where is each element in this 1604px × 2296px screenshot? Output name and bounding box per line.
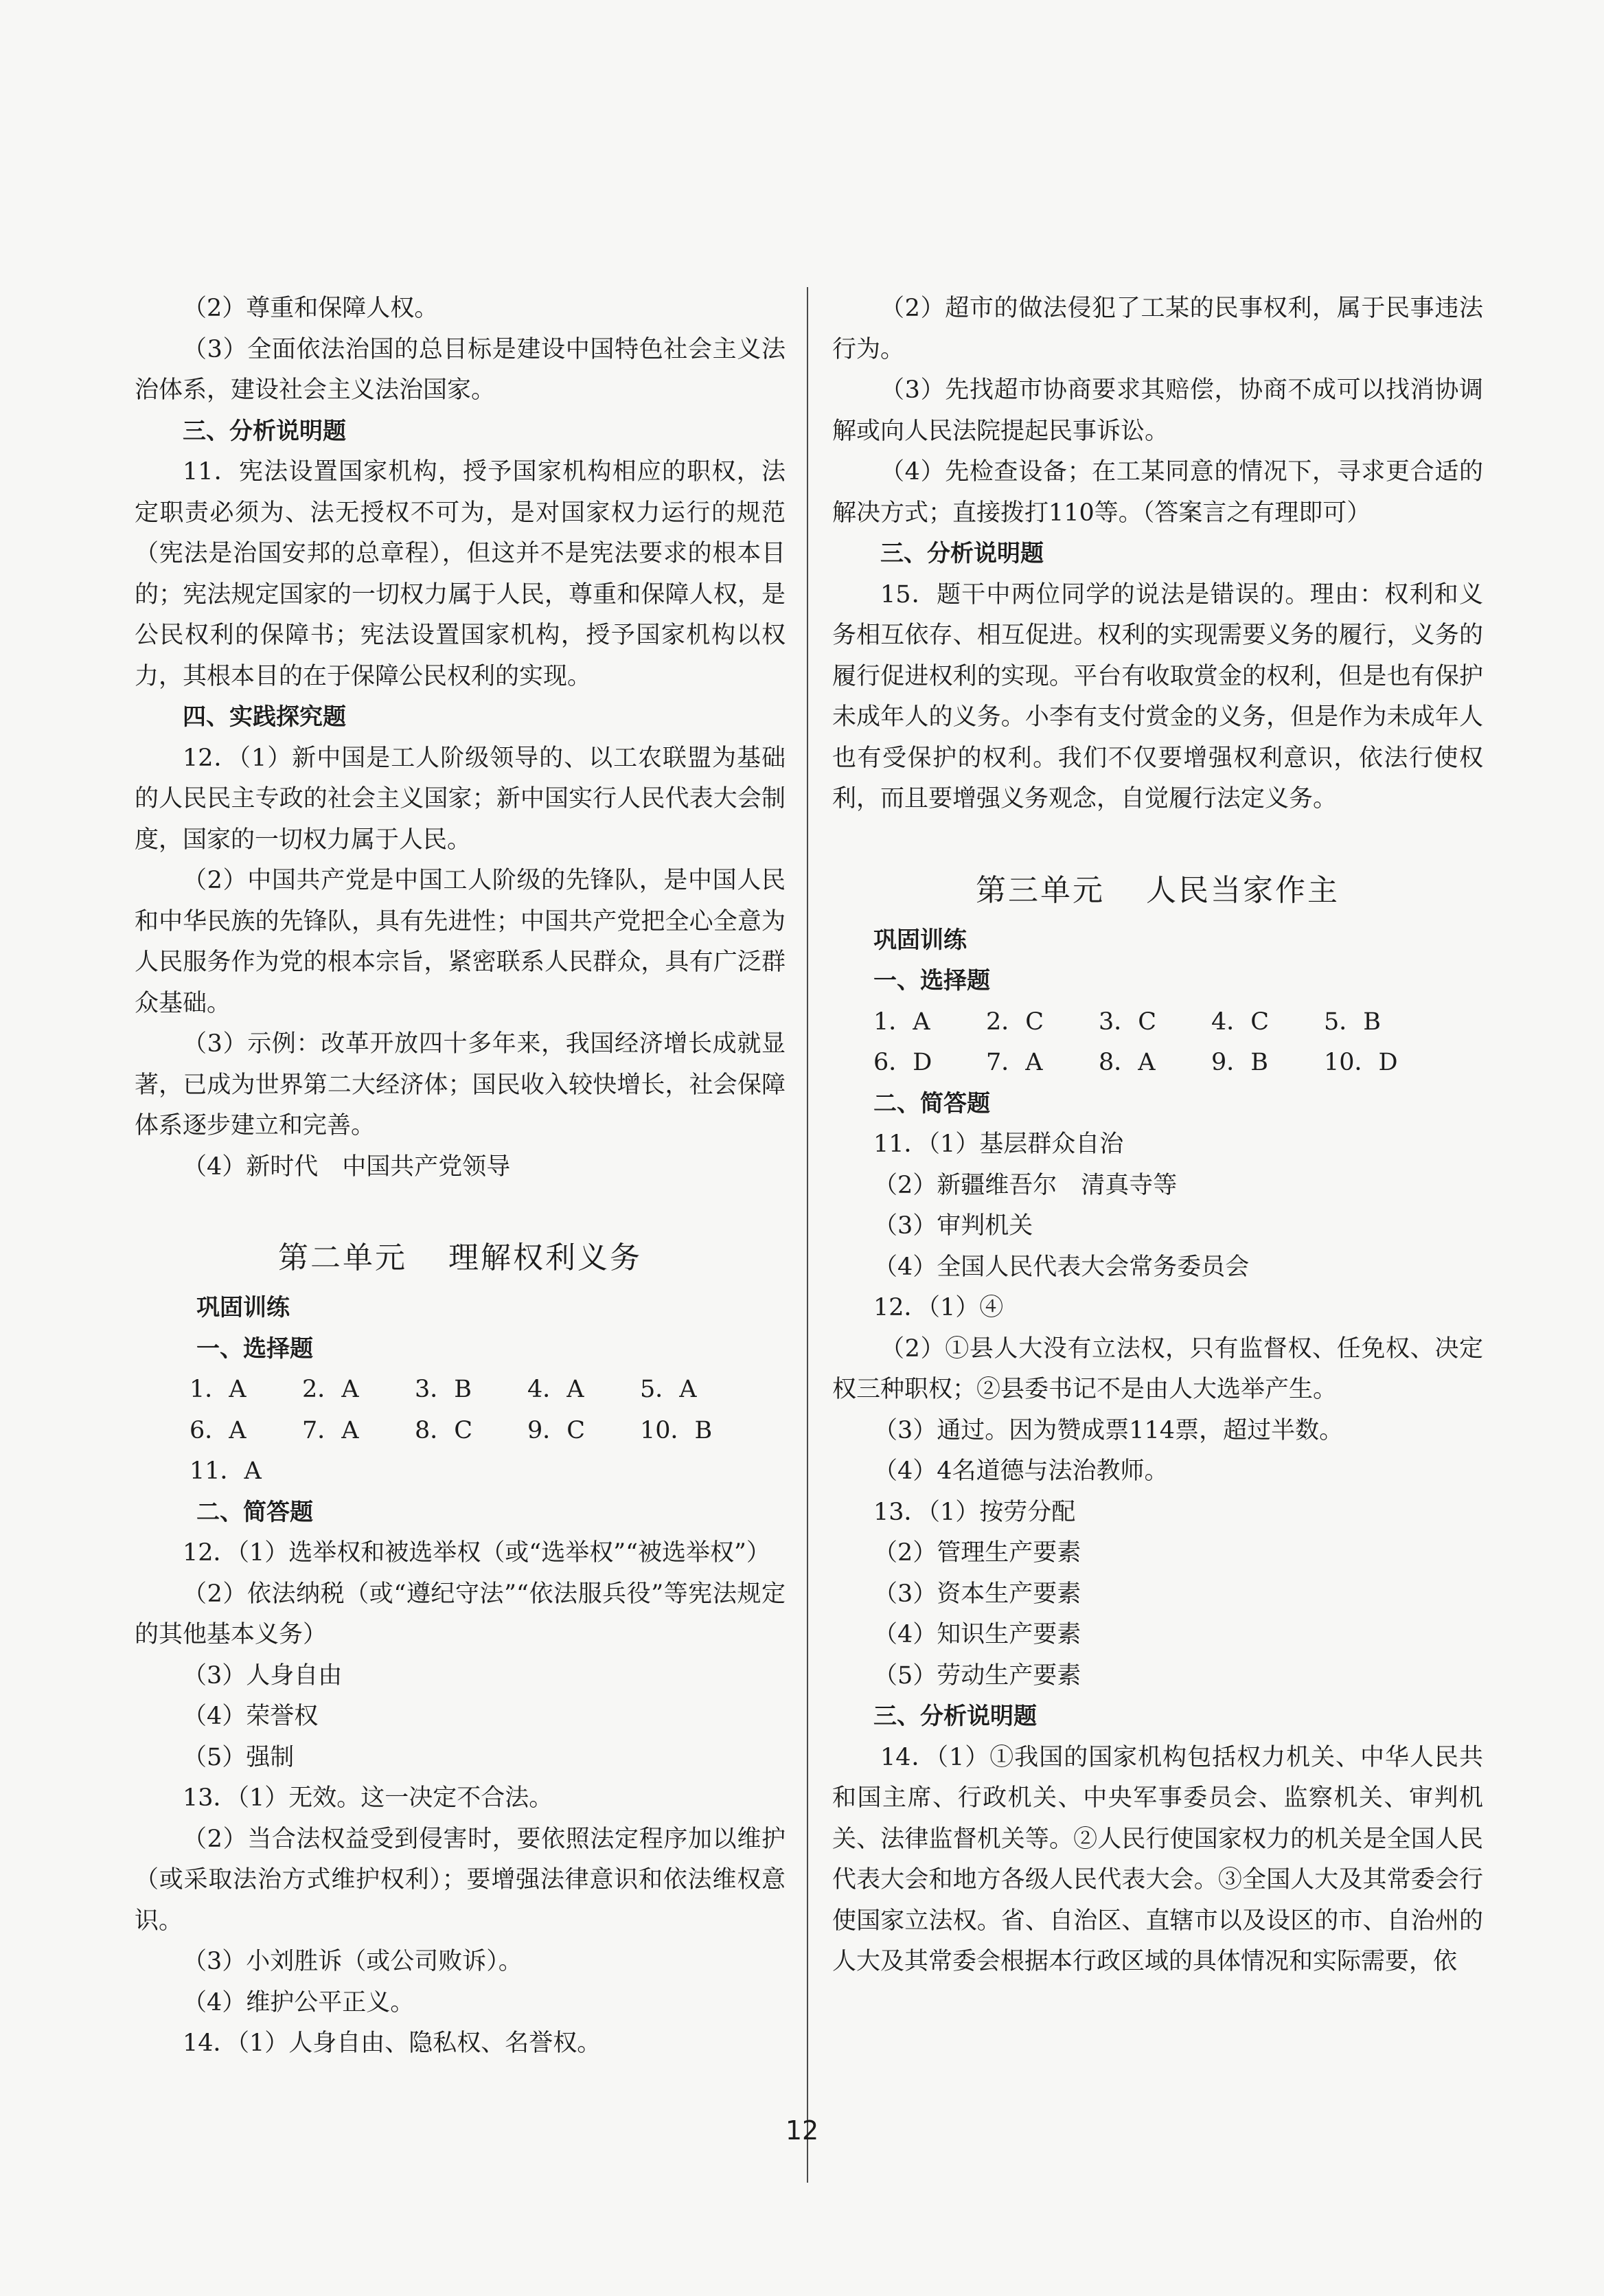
section-heading: 二、简答题 <box>873 1089 990 1117</box>
answer-line: （4）新时代 中国共产党领导 <box>183 1152 511 1181</box>
answer-paragraph: （4）先检查设备；在工某同意的情况下，寻求更合适的解决方式；直接拨打110等。（答案言之有理即可） <box>832 458 1483 527</box>
section-heading: 三、分析说明题 <box>183 417 346 445</box>
answer-paragraph: （2）超市的做法侵犯了工某的民事权利，属于民事违法行为。 <box>832 295 1483 363</box>
choice-row <box>190 1369 786 1411</box>
answer-line: （2）新疆维吾尔 清真寺等 <box>873 1171 1178 1199</box>
answer-line: （4）4名道德与法治教师。 <box>873 1457 1169 1485</box>
unit-number: 第三单元 <box>976 872 1105 908</box>
answer-paragraph: （2）依法纳税（或“遵纪守法”“依法服兵役”等宪法规定的其他基本义务） <box>135 1580 786 1648</box>
answer-line: （2）尊重和保障人权。 <box>183 295 439 322</box>
choice-answer: 8．C <box>415 1416 473 1444</box>
choice-answer: 9．B <box>1211 1049 1268 1076</box>
answer-paragraph: （2）①县人大没有立法权，只有监督权、任免权、决定权三种职权；②县委书记不是由人大选举产生。 <box>832 1334 1483 1403</box>
subsection-heading: 巩固训练 <box>873 926 967 954</box>
choice-answer: 2．C <box>986 1008 1044 1036</box>
section-heading: 一、选择题 <box>873 967 990 994</box>
unit-number: 第二单元 <box>278 1240 407 1275</box>
answer-line: （3）小刘胜诉（或公司败诉）。 <box>183 1948 523 1975</box>
subsection-heading: 巩固训练 <box>196 1294 290 1321</box>
column-divider <box>807 287 808 2183</box>
answer-line: （4）知识生产要素 <box>873 1621 1081 1648</box>
unit-name: 人民当家作主 <box>1146 872 1340 908</box>
choice-answer: 1．A <box>190 1376 247 1403</box>
page-number: 12 <box>785 2115 819 2146</box>
choice-answer: 5．A <box>640 1376 697 1403</box>
choice-answer: 5．B <box>1324 1008 1381 1036</box>
answer-paragraph: 11．宪法设置国家机构，授予国家机构相应的职权，法定职责必须为、法无授权不可为，是对国家权力运行的规范（宪法是治国安邦的总章程），但这并不是宪法要求的根本目的；宪法规定国家的一切权力属于人民，尊重和保障人权，是公民权利的保障书；宪法设置国家机构，授予国家机构以权力，其根本目的在于保障公民权利的实现。 <box>135 458 786 690</box>
section-heading: 四、实践探究题 <box>183 703 346 731</box>
choice-answer: 10．B <box>640 1416 713 1444</box>
answer-line: （4）全国人民代表大会常务委员会 <box>873 1253 1250 1281</box>
choice-answer: 8．A <box>1099 1049 1156 1076</box>
section-heading: 二、简答题 <box>196 1498 313 1526</box>
answer-paragraph: （3）示例：改革开放四十多年来，我国经济增长成就显著，已成为世界第二大经济体；国民收入较快增长，社会保障体系逐步建立和完善。 <box>135 1030 786 1139</box>
answer-paragraph: 14．（1）①我国的国家机构包括权力机关、中华人民共和国主席、行政机关、中央军事委员会、监察机关、审判机关、法律监督机关等。②人民行使国家权力的机关是全国人民代表大会和地方各级人民代表大会。③全国人大及其常委会行使国家立法权。省、自治区、直辖市以及设区的市、自治州的人大及其常委会根据本行政区域的具体情况和实际需要，依 <box>832 1743 1483 1975</box>
answer-line: 11．（1）基层群众自治 <box>873 1130 1124 1158</box>
choice-answer: 10．D <box>1324 1049 1398 1076</box>
answer-line: （3）人身自由 <box>183 1661 343 1690</box>
answer-line: （3）资本生产要素 <box>873 1580 1081 1608</box>
answer-line: （5）强制 <box>183 1743 295 1771</box>
answer-line: （3）通过。因为赞成票114票，超过半数。 <box>873 1416 1344 1444</box>
answer-paragraph: （2）当合法权益受到侵害时，要依照法定程序加以维护（或采取法治方式维护权利）；要增强法律意识和依法维权意识。 <box>135 1825 786 1935</box>
answer-paragraph: （3）先找超市协商要求其赔偿，协商不成可以找消协调解或向人民法院提起民事诉讼。 <box>832 376 1483 445</box>
answer-line: 14．（1）人身自由、隐私权、名誉权。 <box>183 2030 602 2057</box>
choice-answers <box>832 1002 1483 1084</box>
answer-line: 13．（1）按劳分配 <box>873 1498 1076 1526</box>
left-column <box>135 288 786 2065</box>
answer-paragraph: （3）全面依法治国的总目标是建设中国特色社会主义法治体系，建设社会主义法治国家。 <box>135 335 786 404</box>
choice-row <box>190 1451 786 1492</box>
section-heading: 三、分析说明题 <box>880 540 1044 567</box>
answer-line: （3）审判机关 <box>873 1212 1033 1240</box>
choice-row <box>873 1002 1483 1043</box>
choice-answer: 6．A <box>190 1416 247 1444</box>
answer-paragraph: 12．（1）选举权和被选举权（或“选举权”“被选举权”） <box>183 1539 770 1567</box>
answer-paragraph: 12．（1）新中国是工人阶级领导的、以工农联盟为基础的人民民主专政的社会主义国家；新中国实行人民代表大会制度，国家的一切权力属于人民。 <box>135 744 786 854</box>
answer-paragraph: 15．题干中两位同学的说法是错误的。理由：权利和义务相互依存、相互促进。权利的实现需要义务的履行，义务的履行促进权利的实现。平台有收取赏金的权利，但是也有保护未成年人的义务。小李有支付赏金的义务，但是作为未成年人也有受保护的权利。我们不仅要增强权利意识，依法行使权利，而且要增强义务观念，自觉履行法定义务。 <box>832 580 1483 812</box>
choice-answer: 7．A <box>986 1049 1043 1076</box>
choice-answers <box>135 1369 786 1492</box>
choice-answer: 1．A <box>873 1008 930 1036</box>
choice-answer: 3．C <box>1099 1008 1157 1036</box>
unit-title <box>832 868 1483 913</box>
answer-line: （4）维护公平正义。 <box>183 1988 415 2016</box>
answer-line: 12．（1）④ <box>873 1294 1004 1321</box>
choice-answer: 9．C <box>527 1416 586 1444</box>
choice-answer: 7．A <box>302 1416 359 1444</box>
answer-line: （2）管理生产要素 <box>873 1539 1081 1567</box>
choice-answer: 2．A <box>302 1376 359 1403</box>
section-heading: 三、分析说明题 <box>873 1703 1037 1730</box>
unit-name: 理解权利义务 <box>448 1240 642 1275</box>
choice-answer: 4．A <box>527 1376 584 1403</box>
choice-answer: 4．C <box>1211 1008 1270 1036</box>
section-heading: 一、选择题 <box>196 1334 313 1363</box>
choice-answer: 11．A <box>190 1457 262 1485</box>
choice-answer: 6．D <box>873 1049 932 1076</box>
right-column <box>832 288 1483 1983</box>
answer-line: （5）劳动生产要素 <box>873 1661 1081 1690</box>
answer-line: （4）荣誉权 <box>183 1703 319 1730</box>
choice-answer: 3．B <box>415 1376 472 1403</box>
answer-paragraph: （2）中国共产党是中国工人阶级的先锋队，是中国人民和中华民族的先锋队，具有先进性；中国共产党把全心全意为人民服务作为党的根本宗旨，紧密联系人民群众，具有广泛群众基础。 <box>135 867 786 1017</box>
choice-row <box>190 1411 786 1452</box>
choice-row <box>873 1043 1483 1084</box>
answer-line: 13．（1）无效。这一决定不合法。 <box>183 1784 553 1812</box>
unit-title <box>135 1236 786 1281</box>
